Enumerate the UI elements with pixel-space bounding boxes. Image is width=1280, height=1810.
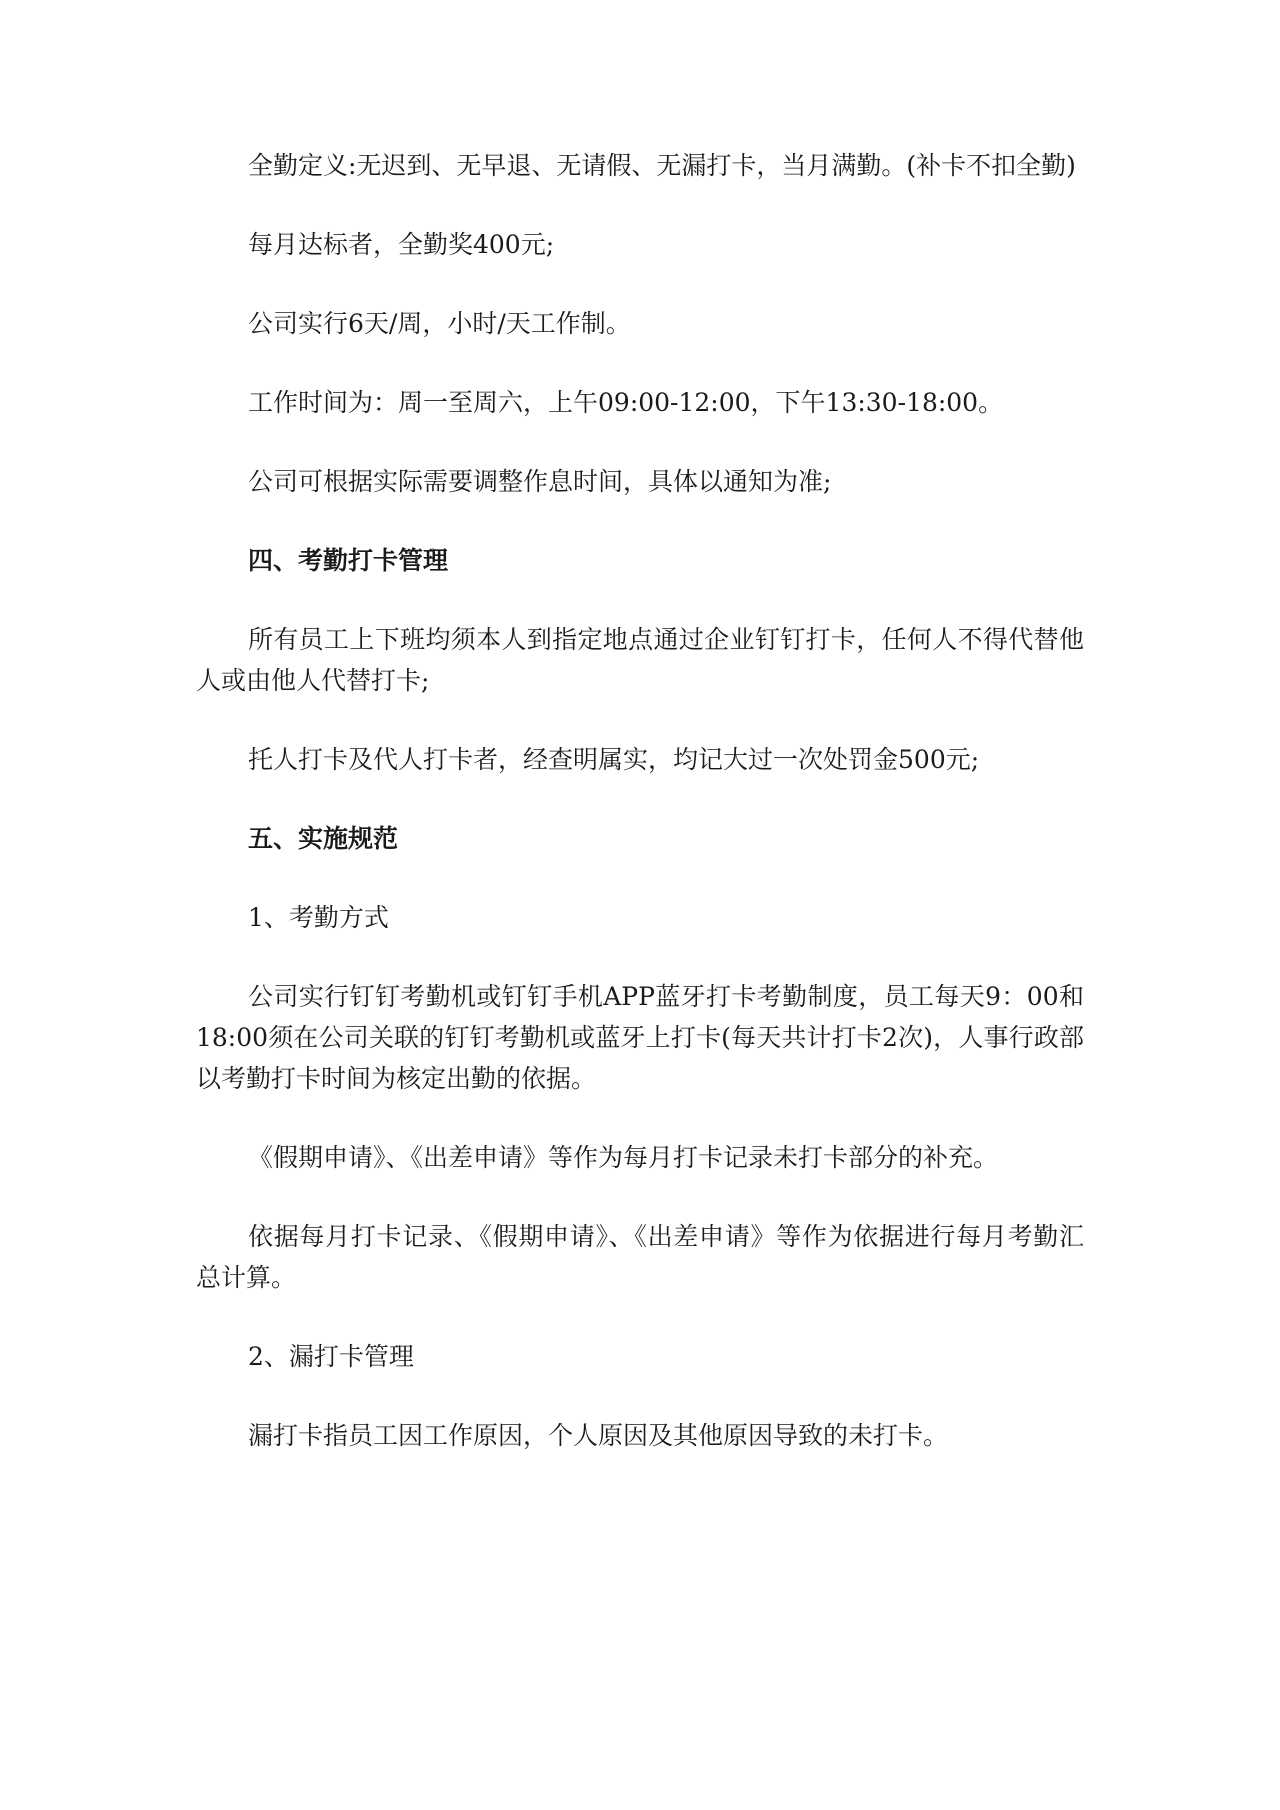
subheading-attendance-method: 1、考勤方式 [248, 903, 389, 932]
paragraph-full-attendance-definition: 全勤定义:无迟到、无早退、无请假、无漏打卡，当月满勤。(补卡不扣全勤) [248, 151, 1076, 180]
paragraph-missed-clock-in-definition: 漏打卡指员工因工作原因，个人原因及其他原因导致的未打卡。 [248, 1421, 949, 1450]
paragraph-schedule-adjustment: 公司可根据实际需要调整作息时间，具体以通知为准; [248, 467, 832, 496]
paragraph-work-hours: 工作时间为：周一至周六，上午09:00-12:00，下午13:30-18:00。 [248, 388, 1004, 417]
paragraph-clock-in-rule: 所有员工上下班均须本人到指定地点通过企业钉钉打卡，任何人不得代替他人或由他人代替打卡; [196, 625, 1084, 695]
paragraph-work-schedule: 公司实行6天/周，小时/天工作制。 [248, 309, 631, 338]
paragraph-monthly-summary: 依据每月打卡记录、《假期申请》、《出差申请》等作为依据进行每月考勤汇总计算。 [196, 1222, 1084, 1292]
section-heading-attendance-management: 四、考勤打卡管理 [248, 546, 449, 575]
subheading-missed-clock-in: 2、漏打卡管理 [248, 1342, 414, 1371]
document-body [196, 145, 1084, 1494]
paragraph-proxy-penalty: 托人打卡及代人打卡者，经查明属实，均记大过一次处罚金500元; [248, 745, 980, 774]
paragraph-full-attendance-bonus: 每月达标者，全勤奖400元; [248, 230, 555, 259]
section-heading-implementation: 五、实施规范 [248, 824, 399, 853]
paragraph-supplementary-records: 《假期申请》、《出差申请》等作为每月打卡记录未打卡部分的补充。 [248, 1143, 999, 1172]
paragraph-attendance-method: 公司实行钉钉考勤机或钉钉手机APP蓝牙打卡考勤制度，员工每天9：00和18:00须在公司关联的钉钉考勤机或蓝牙上打卡(每天共计打卡2次)，人事行政部以考勤打卡时间为核定出勤的依据。 [196, 982, 1084, 1093]
